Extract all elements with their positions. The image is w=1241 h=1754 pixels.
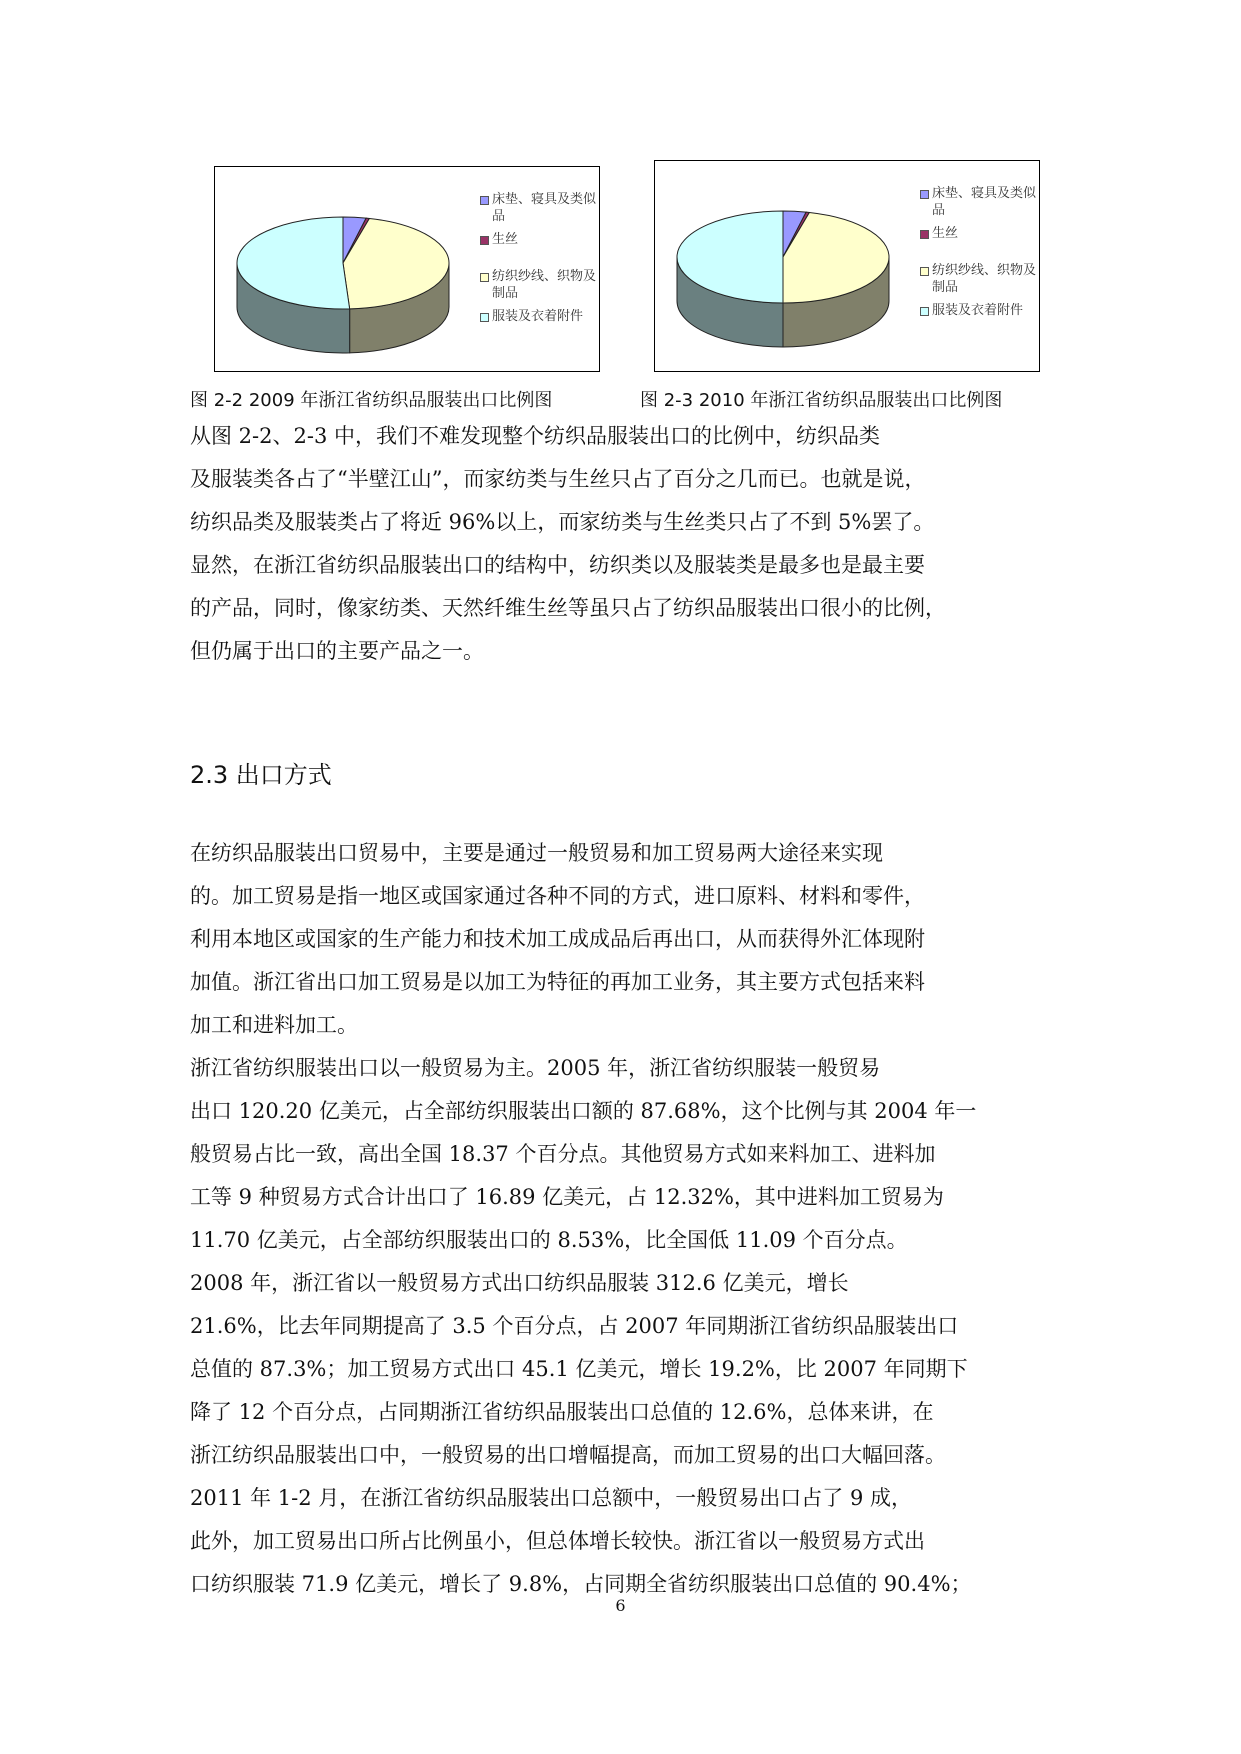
chart-legend-2009 xyxy=(480,191,596,331)
page-number: 6 xyxy=(615,1596,626,1615)
text-line: 及服装类各占了“半壁江山”，而家纺类与生丝只占了百分之几而已。也就是说， xyxy=(190,467,926,491)
section-heading: 2.3 出口方式 xyxy=(190,761,332,789)
legend-label: 服装及衣着附件 xyxy=(492,309,584,324)
legend-swatch xyxy=(480,236,489,245)
chart-legend-2010 xyxy=(920,185,1036,325)
legend-item xyxy=(920,302,1036,319)
legend-label: 品 xyxy=(932,203,946,218)
legend-label: 服装及衣着附件 xyxy=(932,303,1024,318)
text-line: 出口 120.20 亿美元，占全部纺织服装出口额的 87.68%，这个比例与其 2004 年一 xyxy=(190,1099,977,1123)
figure-caption-2-2: 图 2-2 2009 年浙江省纺织品服装出口比例图 xyxy=(190,390,553,411)
text-line: 11.70 亿美元，占全部纺织服装出口的 8.53%，比全国低 11.09 个百分点。 xyxy=(190,1228,908,1252)
text-line: 21.6%，比去年同期提高了 3.5 个百分点，占 2007 年同期浙江省纺织品服装出口 xyxy=(190,1314,959,1338)
text-line: 工等 9 种贸易方式合计出口了 16.89 亿美元，占 12.32%，其中进料加工贸易为 xyxy=(190,1185,944,1209)
legend-label: 生丝 xyxy=(492,232,519,247)
text-line: 纺织品类及服装类占了将近 96%以上，而家纺类与生丝类只占了不到 5%罢了。 xyxy=(190,510,935,534)
legend-label: 床垫、寝具及类似 xyxy=(492,192,597,207)
legend-swatch xyxy=(920,307,929,316)
legend-label: 品 xyxy=(492,209,506,224)
text-line: 总值的 87.3%；加工贸易方式出口 45.1 亿美元，增长 19.2%，比 2007 年同期下 xyxy=(190,1357,968,1381)
text-line: 的产品，同时，像家纺类、天然纤维生丝等虽只占了纺织品服装出口很小的比例， xyxy=(190,596,946,620)
text-line: 的。加工贸易是指一地区或国家通过各种不同的方式，进口原料、材料和零件， xyxy=(190,884,925,908)
text-line: 加工和进料加工。 xyxy=(190,1013,358,1037)
text-line: 降了 12 个百分点，占同期浙江省纺织品服装出口总值的 12.6%，总体来讲，在 xyxy=(190,1400,934,1424)
legend-swatch xyxy=(480,313,489,322)
legend-label: 制品 xyxy=(932,280,959,295)
legend-label: 纺织纱线、织物及 xyxy=(492,269,597,284)
paragraph-chart-analysis xyxy=(190,415,1056,673)
text-line: 般贸易占比一致，高出全国 18.37 个百分点。其他贸易方式如来料加工、进料加 xyxy=(190,1142,936,1166)
legend-swatch xyxy=(920,230,929,239)
legend-item xyxy=(480,191,596,225)
text-line: 从图 2-2、2-3 中，我们不难发现整个纺织品服装出口的比例中，纺织品类 xyxy=(190,424,880,448)
figure-caption-2-3: 图 2-3 2010 年浙江省纺织品服装出口比例图 xyxy=(640,390,1003,411)
legend-swatch xyxy=(480,196,489,205)
text-line: 利用本地区或国家的生产能力和技术加工成成品后再出口，从而获得外汇体现附 xyxy=(190,927,925,951)
legend-item xyxy=(920,225,1036,242)
text-line: 此外，加工贸易出口所占比例虽小，但总体增长较快。浙江省以一般贸易方式出 xyxy=(190,1529,925,1553)
text-line: 在纺织品服装出口贸易中，主要是通过一般贸易和加工贸易两大途径来实现 xyxy=(190,841,883,865)
legend-item xyxy=(480,231,596,248)
legend-label: 纺织纱线、织物及 xyxy=(932,263,1037,278)
legend-label: 制品 xyxy=(492,286,519,301)
text-line: 浙江省纺织服装出口以一般贸易为主。2005 年，浙江省纺织服装一般贸易 xyxy=(190,1056,881,1080)
legend-item xyxy=(480,268,596,302)
legend-item xyxy=(480,308,596,325)
legend-label: 生丝 xyxy=(932,226,959,241)
legend-item xyxy=(920,262,1036,296)
legend-label: 床垫、寝具及类似 xyxy=(932,186,1037,201)
text-line: 浙江纺织品服装出口中，一般贸易的出口增幅提高，而加工贸易的出口大幅回落。 xyxy=(190,1443,946,1467)
text-line: 2011 年 1-2 月，在浙江省纺织品服装出口总额中，一般贸易出口占了 9 成， xyxy=(190,1486,912,1510)
text-line: 但仍属于出口的主要产品之一。 xyxy=(190,639,484,663)
text-line: 口纺织服装 71.9 亿美元，增长了 9.8%，占同期全省纺织服装出口总值的 90.4%； xyxy=(190,1572,972,1596)
legend-swatch xyxy=(920,267,929,276)
paragraph-export-methods xyxy=(190,832,1056,1606)
text-line: 加值。浙江省出口加工贸易是以加工为特征的再加工业务，其主要方式包括来料 xyxy=(190,970,925,994)
legend-item xyxy=(920,185,1036,219)
pie-chart-2010 xyxy=(654,160,1040,372)
legend-swatch xyxy=(920,190,929,199)
text-line: 显然，在浙江省纺织品服装出口的结构中，纺织类以及服装类是最多也是最主要 xyxy=(190,553,925,577)
pie-chart-2009 xyxy=(214,166,600,372)
legend-swatch xyxy=(480,273,489,282)
text-line: 2008 年，浙江省以一般贸易方式出口纺织品服装 312.6 亿美元，增长 xyxy=(190,1271,849,1295)
